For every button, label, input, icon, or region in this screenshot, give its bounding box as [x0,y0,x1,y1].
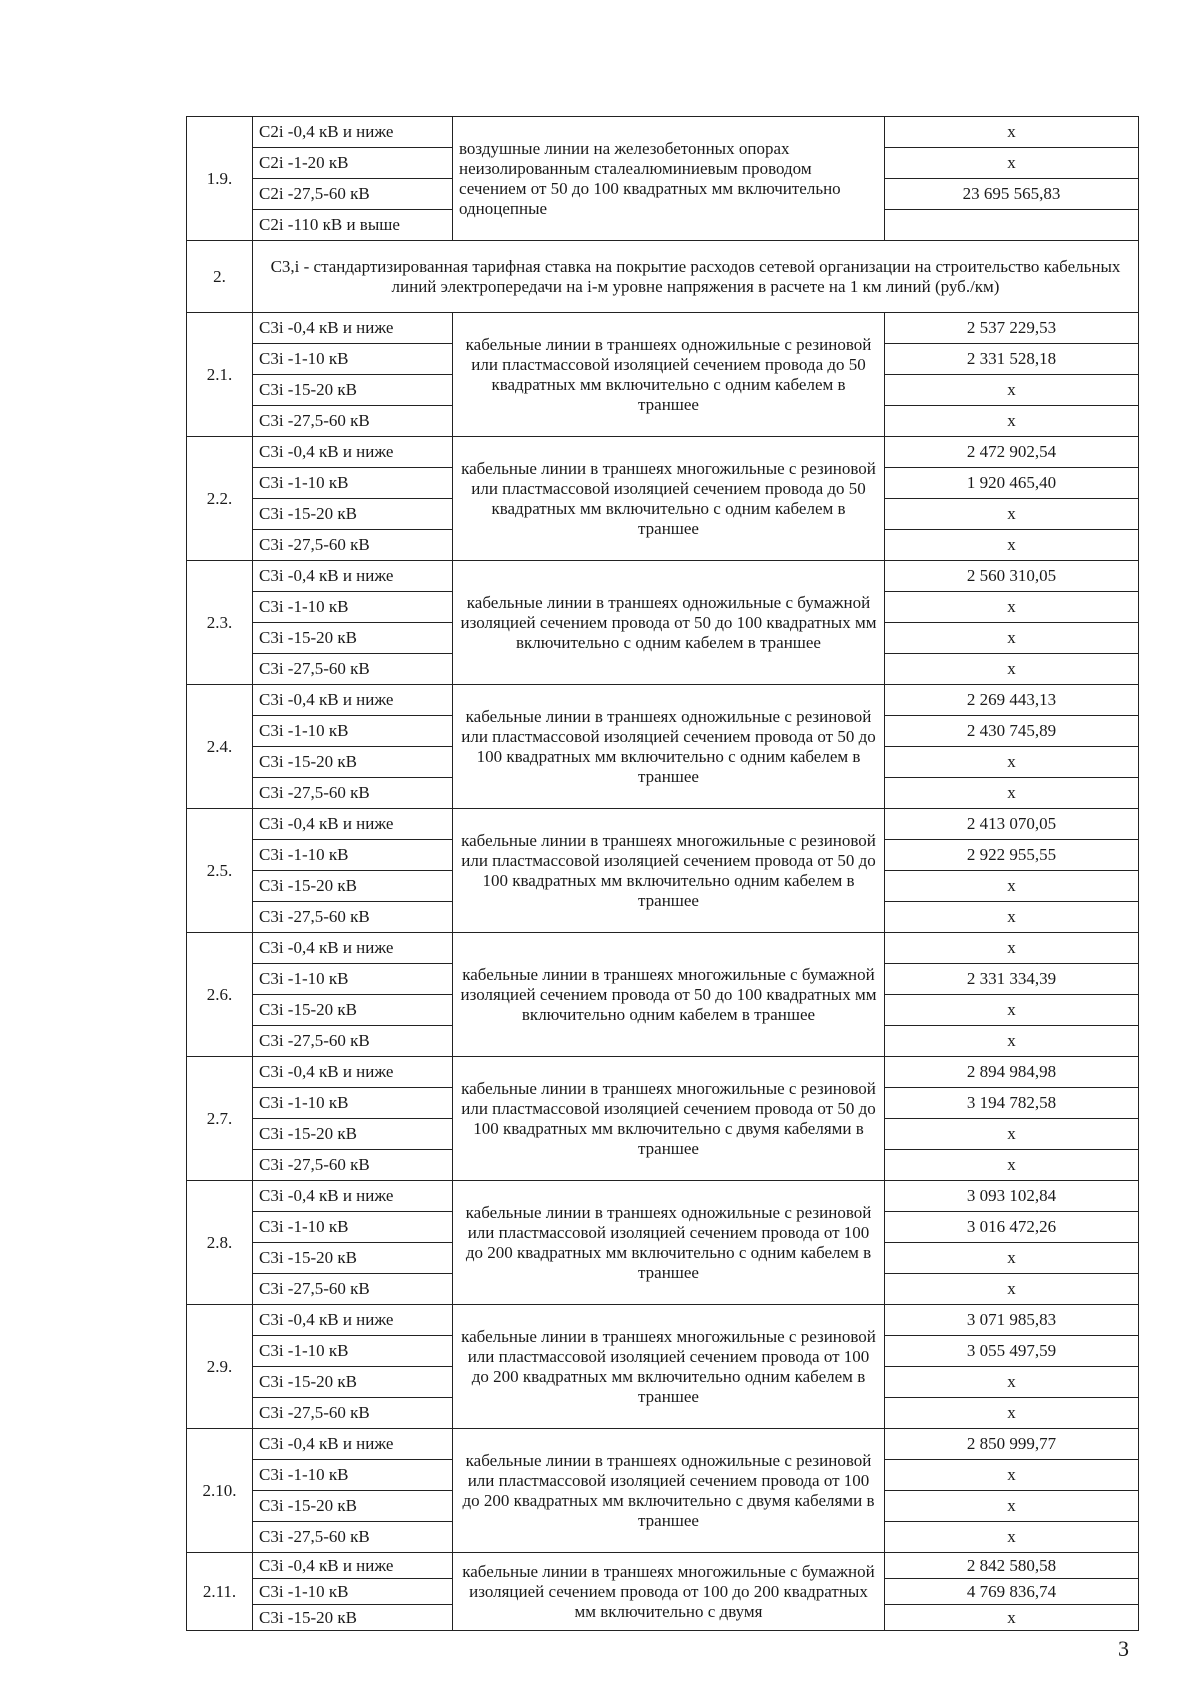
section-title: C3,i - стандартизированная тарифная ставка на покрытие расходов сетевой организации на строительство кабельных линий электропередачи на i-м уровне напряжения в расчете на 1 км линий (руб./км) [253,241,1139,313]
tariff-rates-table [186,116,1139,1631]
item-number: 2.8. [187,1181,253,1305]
rate-value: 2 413 070,05 [885,809,1139,840]
table-row [187,1181,1139,1212]
line-description: кабельные линии в траншеях одножильные с резиновой или пластмассовой изоляцией сечением провода от 50 до 100 квадратных мм включительно с одним кабелем в траншее [453,685,885,809]
voltage-level: C3i -0,4 кВ и ниже [253,1057,453,1088]
rate-value: х [885,995,1139,1026]
line-description: кабельные линии в траншеях многожильные с резиновой или пластмассовой изоляцией сечением провода от 50 до 100 квадратных мм включительно с двумя кабелями в траншее [453,1057,885,1181]
rate-value: 2 850 999,77 [885,1429,1139,1460]
rate-value: х [885,148,1139,179]
voltage-level: C3i -0,4 кВ и ниже [253,1429,453,1460]
item-number: 2.7. [187,1057,253,1181]
line-description: кабельные линии в траншеях многожильные с резиновой или пластмассовой изоляцией сечением провода до 50 квадратных мм включительно с одним кабелем в траншее [453,437,885,561]
rate-value: х [885,1274,1139,1305]
table-row [187,437,1139,468]
item-number: 2.9. [187,1305,253,1429]
voltage-level: C3i -15-20 кВ [253,1119,453,1150]
section-number: 2. [187,241,253,313]
rate-value: х [885,871,1139,902]
voltage-level: C3i -27,5-60 кВ [253,1026,453,1057]
page-number: 3 [1118,1636,1129,1661]
voltage-level: C3i -15-20 кВ [253,995,453,1026]
line-description: кабельные линии в траншеях одножильные с бумажной изоляцией сечением провода от 50 до 100 квадратных мм включительно с одним кабелем в траншее [453,561,885,685]
rate-value: х [885,1026,1139,1057]
rate-value: х [885,1367,1139,1398]
voltage-level: C3i -27,5-60 кВ [253,1274,453,1305]
item-number: 1.9. [187,117,253,241]
voltage-level: C3i -27,5-60 кВ [253,778,453,809]
section-header-row [187,241,1139,313]
line-description: кабельные линии в траншеях одножильные с резиновой или пластмассовой изоляцией сечением провода от 100 до 200 квадратных мм включительно с одним кабелем в траншее [453,1181,885,1305]
line-description: воздушные линии на железобетонных опорах неизолированным сталеалюминиевым проводом сечением от 50 до 100 квадратных мм включительно одноцепные [453,117,885,241]
line-description: кабельные линии в траншеях одножильные с резиновой или пластмассовой изоляцией сечением провода до 50 квадратных мм включительно с одним кабелем в траншее [453,313,885,437]
item-number: 2.10. [187,1429,253,1553]
rate-value [885,210,1139,241]
voltage-level: C3i -1-10 кВ [253,468,453,499]
item-number: 2.3. [187,561,253,685]
rate-value: х [885,1522,1139,1553]
rate-value: 3 194 782,58 [885,1088,1139,1119]
rate-value: 2 842 580,58 [885,1553,1139,1579]
rate-value: х [885,1398,1139,1429]
rate-value: 1 920 465,40 [885,468,1139,499]
voltage-level: C3i -1-10 кВ [253,716,453,747]
voltage-level: C3i -0,4 кВ и ниже [253,1181,453,1212]
voltage-level: C3i -1-10 кВ [253,840,453,871]
table-row [187,313,1139,344]
voltage-level: C3i -27,5-60 кВ [253,530,453,561]
rate-value: 2 430 745,89 [885,716,1139,747]
voltage-level: C3i -15-20 кВ [253,747,453,778]
voltage-level: C3i -1-10 кВ [253,1579,453,1605]
voltage-level: C2i -110 кВ и выше [253,210,453,241]
rate-value: х [885,623,1139,654]
voltage-level: C3i -15-20 кВ [253,1367,453,1398]
item-number: 2.11. [187,1553,253,1631]
rate-value: х [885,747,1139,778]
line-description: кабельные линии в траншеях многожильные с бумажной изоляцией сечением провода от 100 до 200 квадратных мм включительно с двумя [453,1553,885,1631]
rate-value: 2 269 443,13 [885,685,1139,716]
voltage-level: C3i -15-20 кВ [253,499,453,530]
rate-value: 3 071 985,83 [885,1305,1139,1336]
rate-value: х [885,406,1139,437]
table-row [187,933,1139,964]
rate-value: 3 093 102,84 [885,1181,1139,1212]
rate-value: х [885,1491,1139,1522]
rate-value: 2 537 229,53 [885,313,1139,344]
table-row [187,1057,1139,1088]
voltage-level: C3i -0,4 кВ и ниже [253,933,453,964]
table-row [187,685,1139,716]
voltage-level: C3i -0,4 кВ и ниже [253,809,453,840]
rate-value: х [885,530,1139,561]
rate-value: 2 894 984,98 [885,1057,1139,1088]
table-row [187,1553,1139,1579]
rate-value: х [885,499,1139,530]
table-row [187,117,1139,148]
voltage-level: C3i -27,5-60 кВ [253,1150,453,1181]
item-number: 2.4. [187,685,253,809]
voltage-level: C3i -0,4 кВ и ниже [253,685,453,716]
voltage-level: C3i -1-10 кВ [253,1212,453,1243]
rate-value: х [885,117,1139,148]
voltage-level: C3i -15-20 кВ [253,1243,453,1274]
table-row [187,1305,1139,1336]
voltage-level: C3i -27,5-60 кВ [253,902,453,933]
rate-value: 2 472 902,54 [885,437,1139,468]
item-number: 2.1. [187,313,253,437]
rate-value: 23 695 565,83 [885,179,1139,210]
voltage-level: C3i -0,4 кВ и ниже [253,561,453,592]
item-number: 2.6. [187,933,253,1057]
voltage-level: C2i -1-20 кВ [253,148,453,179]
voltage-level: C3i -15-20 кВ [253,623,453,654]
rate-value: х [885,933,1139,964]
line-description: кабельные линии в траншеях многожильные с резиновой или пластмассовой изоляцией сечением провода от 100 до 200 квадратных мм включительно одним кабелем в траншее [453,1305,885,1429]
voltage-level: C3i -0,4 кВ и ниже [253,313,453,344]
voltage-level: C3i -27,5-60 кВ [253,406,453,437]
voltage-level: C3i -1-10 кВ [253,1088,453,1119]
rate-value: х [885,375,1139,406]
rate-value: х [885,654,1139,685]
rate-value: 2 922 955,55 [885,840,1139,871]
voltage-level: C3i -27,5-60 кВ [253,654,453,685]
rate-value: 3 055 497,59 [885,1336,1139,1367]
voltage-level: C3i -1-10 кВ [253,592,453,623]
rate-value: 2 560 310,05 [885,561,1139,592]
rate-value: х [885,902,1139,933]
table-row [187,561,1139,592]
rate-value: х [885,1605,1139,1631]
rate-value: х [885,1243,1139,1274]
table-row [187,1429,1139,1460]
rate-value: 4 769 836,74 [885,1579,1139,1605]
rate-value: 2 331 334,39 [885,964,1139,995]
voltage-level: C3i -1-10 кВ [253,344,453,375]
voltage-level: C3i -27,5-60 кВ [253,1398,453,1429]
rate-value: 3 016 472,26 [885,1212,1139,1243]
rate-value: 2 331 528,18 [885,344,1139,375]
voltage-level: C2i -27,5-60 кВ [253,179,453,210]
line-description: кабельные линии в траншеях многожильные с резиновой или пластмассовой изоляцией сечением провода от 50 до 100 квадратных мм включительно одним кабелем в траншее [453,809,885,933]
voltage-level: C3i -1-10 кВ [253,1336,453,1367]
rate-value: х [885,1150,1139,1181]
voltage-level: C3i -15-20 кВ [253,1491,453,1522]
voltage-level: C3i -15-20 кВ [253,375,453,406]
table-row [187,809,1139,840]
rate-value: х [885,778,1139,809]
rate-value: х [885,592,1139,623]
voltage-level: C3i -0,4 кВ и ниже [253,1553,453,1579]
voltage-level: C3i -1-10 кВ [253,1460,453,1491]
voltage-level: C3i -0,4 кВ и ниже [253,1305,453,1336]
voltage-level: C3i -0,4 кВ и ниже [253,437,453,468]
line-description: кабельные линии в траншеях одножильные с резиновой или пластмассовой изоляцией сечением провода от 100 до 200 квадратных мм включительно с двумя кабелями в траншее [453,1429,885,1553]
line-description: кабельные линии в траншеях многожильные с бумажной изоляцией сечением провода от 50 до 100 квадратных мм включительно одним кабелем в траншее [453,933,885,1057]
voltage-level: C2i -0,4 кВ и ниже [253,117,453,148]
item-number: 2.5. [187,809,253,933]
item-number: 2.2. [187,437,253,561]
voltage-level: C3i -15-20 кВ [253,1605,453,1631]
voltage-level: C3i -15-20 кВ [253,871,453,902]
voltage-level: C3i -27,5-60 кВ [253,1522,453,1553]
rate-value: х [885,1119,1139,1150]
voltage-level: C3i -1-10 кВ [253,964,453,995]
rate-value: х [885,1460,1139,1491]
